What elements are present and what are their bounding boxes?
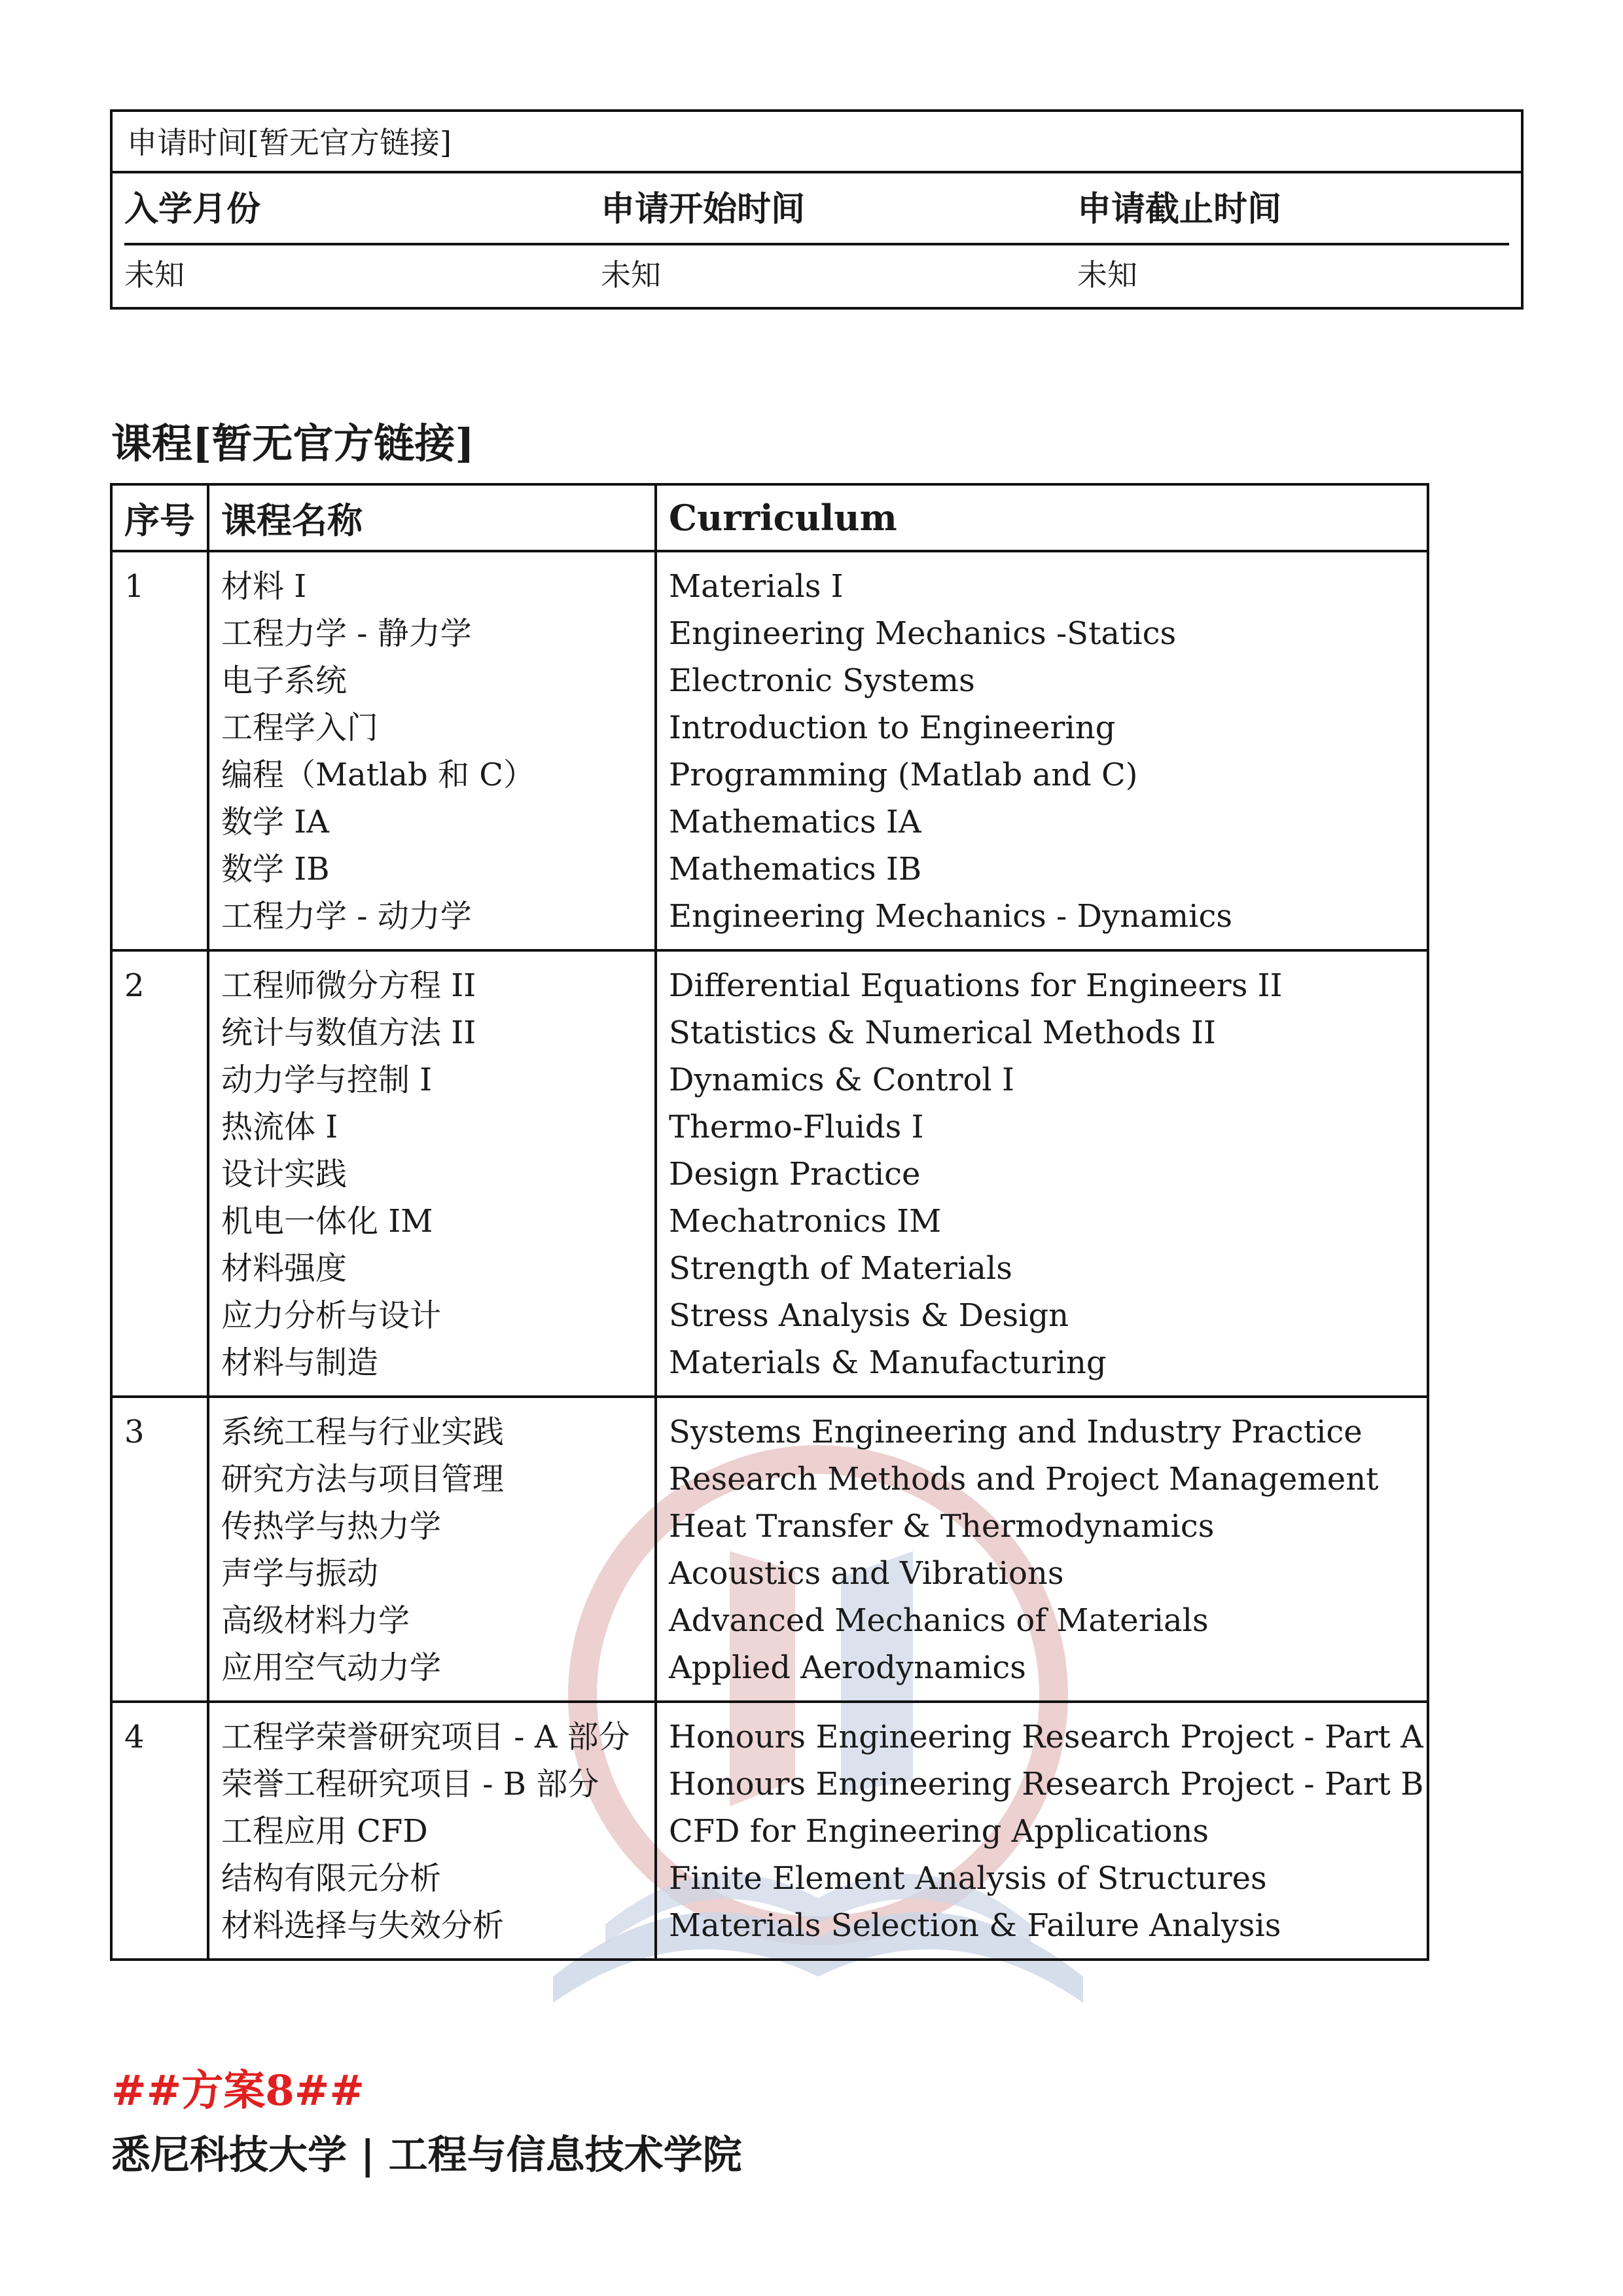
list-item: 材料强度: [221, 1250, 348, 1287]
list-item: Research Methods and Project Management: [669, 1461, 1379, 1498]
list-item: Systems Engineering and Industry Practice: [669, 1414, 1363, 1450]
school-name: 悉尼科技大学 | 工程与信息技术学院: [111, 2132, 742, 2178]
list-item: 材料选择与失效分析: [221, 1907, 505, 1944]
list-item: Mechatronics IM: [669, 1203, 942, 1240]
header-number: 序号: [111, 484, 208, 551]
list-item: 传热学与热力学: [221, 1508, 442, 1545]
course-names-en: [656, 1702, 1428, 1960]
list-item: 荣誉工程研究项目 - B 部分: [221, 1766, 599, 1803]
value-deadline: 未知: [1077, 257, 1137, 293]
courses-header-row: [111, 484, 1428, 551]
list-item: 应力分析与设计: [221, 1297, 442, 1334]
list-item: Honours Engineering Research Project - Part A: [669, 1719, 1423, 1755]
list-item: 研究方法与项目管理: [221, 1461, 505, 1498]
list-item: Engineering Mechanics - Dynamics: [669, 898, 1232, 935]
list-item: Materials Selection & Failure Analysis: [669, 1907, 1281, 1944]
table-row: [111, 950, 1428, 1397]
list-item: Electronic Systems: [669, 662, 975, 699]
list-item: 声学与振动: [221, 1555, 379, 1592]
list-item: CFD for Engineering Applications: [669, 1813, 1209, 1850]
application-header-row: [124, 173, 1509, 245]
list-item: Heat Transfer & Thermodynamics: [669, 1508, 1215, 1545]
row-number: 3: [111, 1397, 208, 1702]
course-names-cn: [208, 551, 656, 950]
list-item: Honours Engineering Research Project - Part B: [669, 1766, 1424, 1803]
course-names-cn: [208, 1702, 656, 1960]
list-item: 数学 IB: [221, 851, 330, 888]
application-value-row: [124, 245, 1509, 304]
plan-label: ##方案8##: [111, 2066, 365, 2115]
row-number: 4: [111, 1702, 208, 1960]
list-item: Strength of Materials: [669, 1250, 1012, 1287]
row-number: 1: [111, 551, 208, 950]
list-item: 电子系统: [221, 662, 348, 699]
list-item: 高级材料力学: [221, 1602, 410, 1639]
list-item: Engineering Mechanics -Statics: [669, 615, 1177, 652]
table-row: [111, 551, 1428, 950]
list-item: 统计与数值方法 II: [221, 1014, 476, 1051]
list-item: 机电一体化 IM: [221, 1203, 433, 1240]
list-item: 应用空气动力学: [221, 1649, 442, 1686]
header-start-date: 申请开始时间: [601, 189, 806, 229]
course-names-en: [656, 950, 1428, 1397]
course-names-en: [656, 1397, 1428, 1702]
list-item: Applied Aerodynamics: [669, 1649, 1026, 1686]
list-item: Dynamics & Control I: [669, 1062, 1014, 1098]
application-time-table: [110, 109, 1524, 310]
header-intake-month: 入学月份: [124, 189, 261, 229]
list-item: 工程学荣誉研究项目 - A 部分: [221, 1719, 630, 1755]
header-curriculum: Curriculum: [656, 484, 1428, 551]
list-item: 数学 IA: [221, 804, 329, 840]
list-item: 编程（Matlab 和 C）: [221, 757, 535, 793]
list-item: 工程学入门: [221, 709, 379, 746]
list-item: 动力学与控制 I: [221, 1062, 433, 1098]
list-item: Finite Element Analysis of Structures: [669, 1860, 1267, 1897]
header-course-name: 课程名称: [208, 484, 656, 551]
list-item: 系统工程与行业实践: [221, 1414, 505, 1450]
row-number: 2: [111, 950, 208, 1397]
list-item: Materials & Manufacturing: [669, 1344, 1107, 1381]
list-item: Programming (Matlab and C): [669, 757, 1138, 793]
list-item: 材料与制造: [221, 1344, 379, 1381]
list-item: Differential Equations for Engineers II: [669, 967, 1283, 1004]
list-item: 结构有限元分析: [221, 1860, 442, 1897]
list-item: 材料 I: [221, 568, 307, 605]
course-names-cn: [208, 950, 656, 1397]
courses-table: [110, 483, 1429, 1961]
list-item: 工程应用 CFD: [221, 1813, 428, 1850]
list-item: 工程力学 - 动力学: [221, 898, 472, 935]
list-item: Statistics & Numerical Methods II: [669, 1014, 1216, 1051]
value-start-date: 未知: [601, 257, 661, 293]
list-item: Acoustics and Vibrations: [669, 1555, 1064, 1592]
list-item: Mathematics IB: [669, 851, 922, 888]
list-item: 热流体 I: [221, 1109, 338, 1145]
courses-section-title: 课程[暂无官方链接]: [111, 420, 474, 467]
list-item: Advanced Mechanics of Materials: [669, 1602, 1209, 1639]
header-deadline: 申请截止时间: [1077, 189, 1282, 229]
list-item: Stress Analysis & Design: [669, 1297, 1069, 1334]
list-item: Materials I: [669, 568, 844, 605]
list-item: 设计实践: [221, 1156, 348, 1193]
table-row: [111, 1702, 1428, 1960]
course-names-en: [656, 551, 1428, 950]
list-item: 工程力学 - 静力学: [221, 615, 472, 652]
list-item: 工程师微分方程 II: [221, 967, 476, 1004]
list-item: Design Practice: [669, 1156, 921, 1193]
list-item: Introduction to Engineering: [669, 709, 1116, 746]
application-time-title: 申请时间[暂无官方链接]: [113, 112, 1521, 173]
table-row: [111, 1397, 1428, 1702]
list-item: Mathematics IA: [669, 804, 921, 840]
course-names-cn: [208, 1397, 656, 1702]
value-intake-month: 未知: [124, 257, 185, 293]
list-item: Thermo-Fluids I: [669, 1109, 924, 1145]
